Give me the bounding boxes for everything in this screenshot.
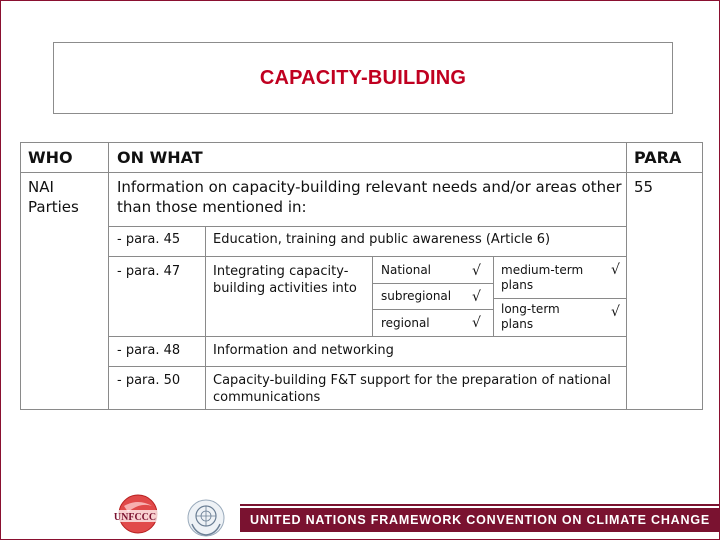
table-line bbox=[108, 142, 109, 410]
check-mark: √ bbox=[472, 289, 481, 305]
table-line bbox=[205, 226, 206, 410]
level-subregional: subregional bbox=[381, 289, 452, 303]
footer-band bbox=[240, 508, 720, 532]
table-line bbox=[108, 256, 626, 257]
item-ref: - para. 48 bbox=[117, 343, 181, 358]
who-cell: NAI Parties bbox=[28, 178, 79, 216]
level-regional: regional bbox=[381, 316, 430, 330]
table-line bbox=[20, 409, 702, 410]
unfccc-logo bbox=[100, 492, 170, 536]
para-cell: 55 bbox=[634, 178, 654, 196]
intro-text: Information on capacity-building relevant needs and/or areas other than those mentioned in: bbox=[117, 178, 622, 216]
header-who: WHO bbox=[28, 148, 73, 167]
item-text: Information and networking bbox=[213, 343, 394, 358]
un-emblem-icon bbox=[186, 498, 226, 538]
svg-text:UNFCCC: UNFCCC bbox=[113, 512, 157, 523]
table-line bbox=[626, 142, 627, 410]
table-line bbox=[493, 298, 626, 299]
table-line bbox=[20, 142, 21, 410]
item-text: Integrating capacity-building activities into bbox=[213, 264, 357, 296]
table-line bbox=[108, 366, 626, 367]
check-mark: √ bbox=[611, 304, 620, 320]
footer-stripe bbox=[240, 504, 720, 506]
header-on-what: ON WHAT bbox=[117, 148, 203, 167]
plan-long-term: long-term plans bbox=[501, 302, 560, 331]
table-line bbox=[372, 309, 493, 310]
item-ref: - para. 50 bbox=[117, 373, 181, 388]
item-ref: - para. 47 bbox=[117, 264, 181, 279]
table-line bbox=[493, 256, 494, 336]
item-text: Capacity-building F&T support for the preparation of national communications bbox=[213, 373, 611, 405]
table-line bbox=[20, 142, 702, 143]
table-line bbox=[20, 172, 702, 173]
check-mark: √ bbox=[472, 315, 481, 331]
table-line bbox=[702, 142, 703, 410]
slide-title: CAPACITY-BUILDING bbox=[259, 66, 467, 89]
table-line bbox=[372, 283, 493, 284]
table-line bbox=[108, 336, 626, 337]
table-line bbox=[372, 256, 373, 336]
footer-text: UNITED NATIONS FRAMEWORK CONVENTION ON CLIMATE CHANGE bbox=[250, 513, 710, 527]
check-mark: √ bbox=[472, 263, 481, 279]
level-national: National bbox=[381, 263, 432, 277]
item-text: Education, training and public awareness (Article 6) bbox=[213, 232, 551, 247]
header-para: PARA bbox=[634, 148, 682, 167]
table-line bbox=[108, 226, 626, 227]
item-ref: - para. 45 bbox=[117, 232, 181, 247]
plan-medium-term: medium-term plans bbox=[501, 263, 584, 292]
check-mark: √ bbox=[611, 262, 620, 278]
